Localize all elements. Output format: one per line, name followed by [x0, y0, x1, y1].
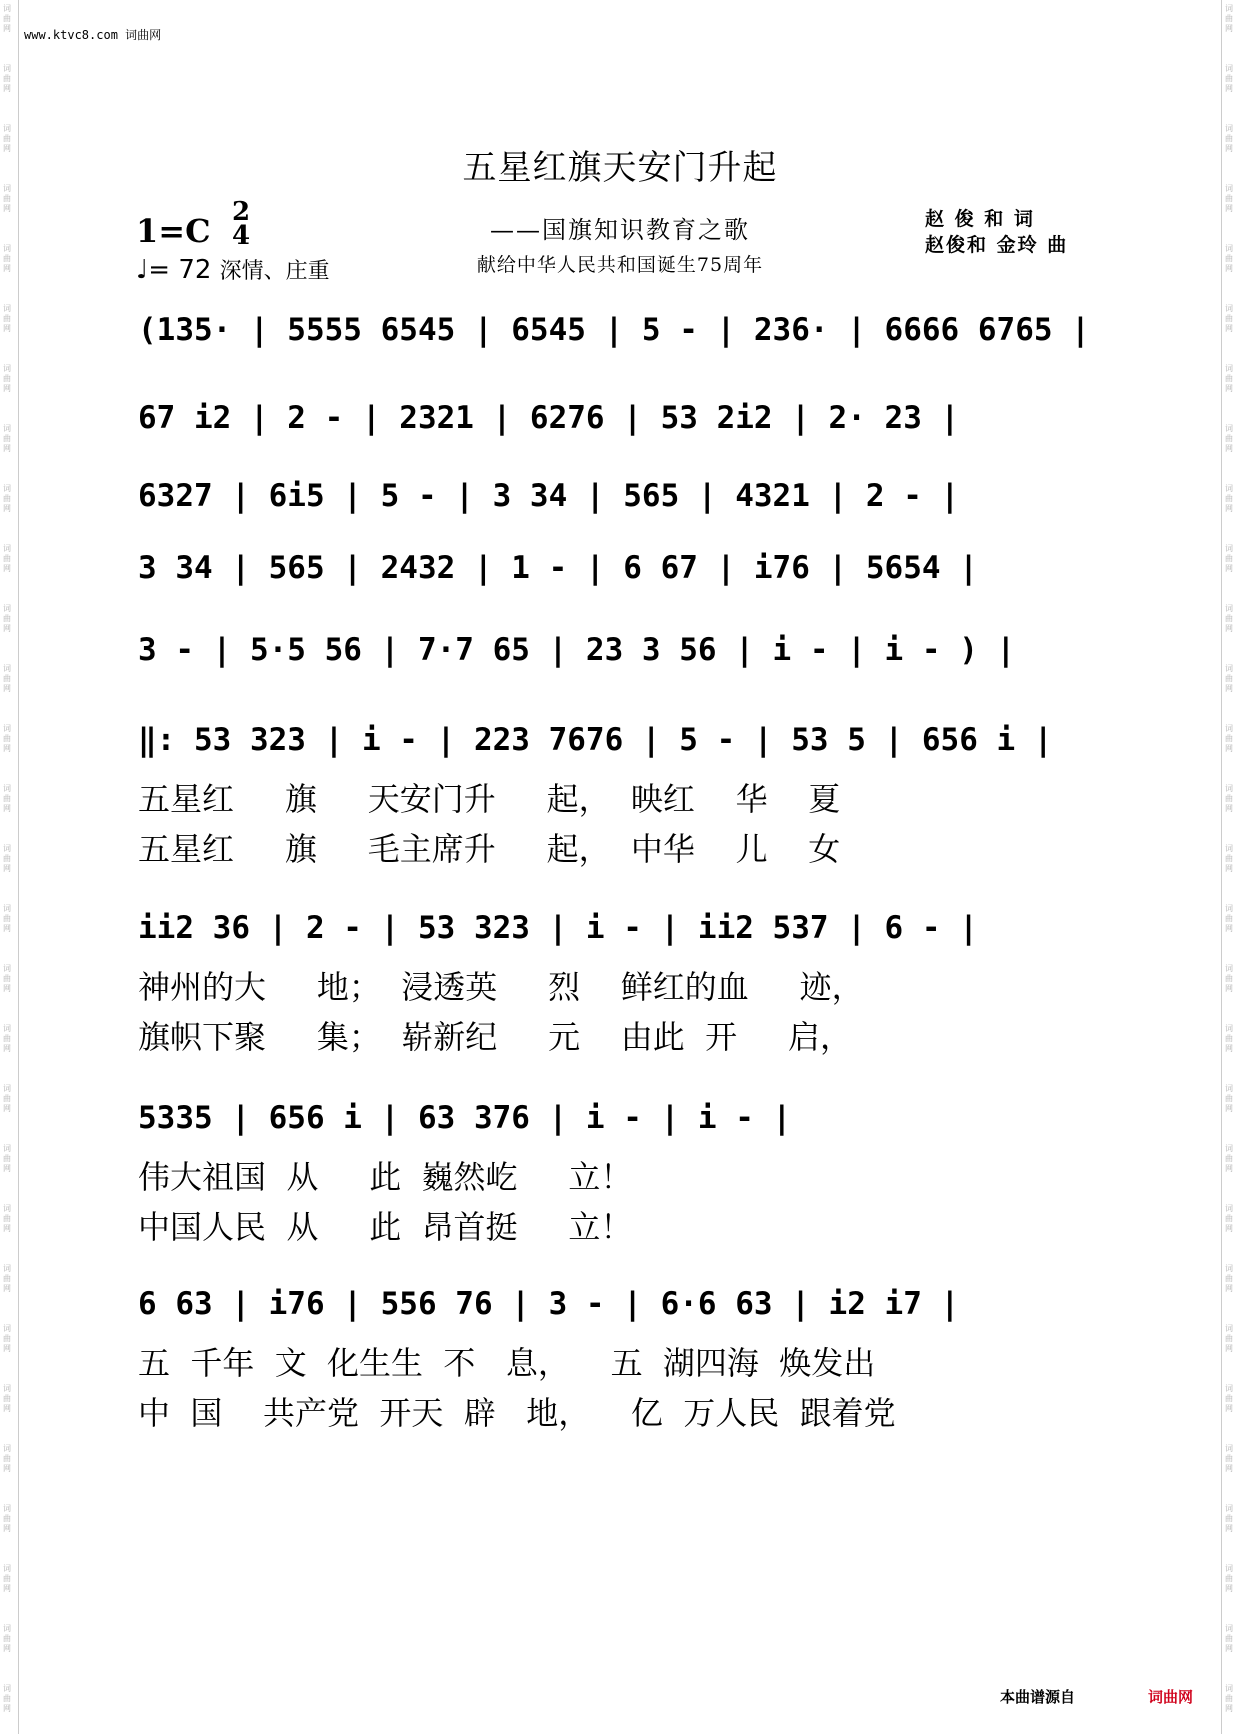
score-line-4: 3 34 | 565 | 2432 | 1 - | 6 67 | i76 | 5654 | — [138, 550, 978, 586]
margin-watermark: 词 曲 网 — [1225, 1684, 1233, 1713]
margin-watermark: 词 曲 网 — [3, 1324, 11, 1353]
margin-watermark: 词 曲 网 — [3, 64, 11, 93]
lyric-line-2-verse-2: 旗帜下聚 集； 崭新纪 元 由此 开 启， — [138, 1018, 852, 1056]
margin-watermark: 词 曲 网 — [3, 1024, 11, 1053]
margin-watermark: 词 曲 网 — [1225, 1444, 1233, 1473]
footer-brand-link[interactable]: 词曲网 — [1148, 1688, 1194, 1706]
margin-watermark: 词 曲 网 — [1225, 1264, 1233, 1293]
margin-watermark: 词 曲 网 — [1225, 1384, 1233, 1413]
score-line-5: 3 - | 5·5 56 | 7·7 65 | 23 3 56 | i - | i - ) | — [138, 632, 1016, 668]
score-line-3: 6327 | 6i5 | 5 - | 3 34 | 565 | 4321 | 2 - | — [138, 478, 960, 514]
margin-watermark: 词 曲 网 — [1225, 664, 1233, 693]
tempo-value: ♩= 72 — [136, 255, 212, 285]
key-signature: 1=C — [136, 212, 211, 250]
meter-top: 2 — [232, 197, 251, 227]
margin-watermark: 词 曲 网 — [1225, 424, 1233, 453]
composer-credit: 赵俊和 金玲 曲 — [925, 234, 1069, 256]
margin-watermark: 词 曲 网 — [1225, 544, 1233, 573]
margin-watermark: 词 曲 网 — [3, 544, 11, 573]
footer-source-label: 本曲谱源自 — [1000, 1688, 1076, 1706]
margin-watermark: 词 曲 网 — [1225, 1204, 1233, 1233]
margin-watermark: 词 曲 网 — [3, 604, 11, 633]
expression-marking: 深情、庄重 — [219, 259, 330, 284]
margin-watermark: 词 曲 网 — [3, 1144, 11, 1173]
margin-watermark: 词 曲 网 — [1225, 1624, 1233, 1653]
margin-watermark: 词 曲 网 — [3, 184, 11, 213]
score-line-1: (135· | 5555 6545 | 6545 | 5 - | 236· | 6666 6765 | — [138, 312, 1090, 348]
margin-watermark: 词 曲 网 — [1225, 604, 1233, 633]
margin-watermark: 词 曲 网 — [3, 124, 11, 153]
margin-watermark: 词 曲 网 — [1225, 1564, 1233, 1593]
margin-watermark: 词 曲 网 — [3, 424, 11, 453]
lyric-line-3-verse-1: 伟大祖国 从 此 巍然屹 立！ — [138, 1158, 633, 1196]
margin-watermark: 词 曲 网 — [1225, 4, 1233, 33]
margin-watermark: 词 曲 网 — [3, 1564, 11, 1593]
margin-watermark: 词 曲 网 — [3, 1204, 11, 1233]
margin-watermark: 词 曲 网 — [1225, 364, 1233, 393]
lyric-line-4-verse-2: 中 国 共产党 开天 辟 地， 亿 万人民 跟着党 — [138, 1394, 896, 1432]
margin-watermark: 词 曲 网 — [1225, 64, 1233, 93]
margin-watermark: 词 曲 网 — [1225, 1324, 1233, 1353]
margin-watermark: 词 曲 网 — [3, 664, 11, 693]
score-line-9: 6 63 | i76 | 556 76 | 3 - | 6·6 63 | i2 i7 | — [138, 1286, 960, 1322]
margin-watermark: 词 曲 网 — [1225, 1504, 1233, 1533]
margin-watermark: 词 曲 网 — [1225, 124, 1233, 153]
margin-watermark: 词 曲 网 — [3, 1084, 11, 1113]
margin-watermark: 词 曲 网 — [3, 1384, 11, 1413]
margin-watermark: 词 曲 网 — [1225, 724, 1233, 753]
score-line-6: ‖: 53 323 | i - | 223 7676 | 5 - | 53 5 | 656 i | — [138, 722, 1053, 758]
margin-watermark: 词 曲 网 — [1225, 904, 1233, 933]
lyric-line-3-verse-2: 中国人民 从 此 昂首挺 立！ — [138, 1208, 633, 1246]
margin-watermark: 词 曲 网 — [3, 904, 11, 933]
margin-watermark: 词 曲 网 — [1225, 844, 1233, 873]
score-line-7: ii2 36 | 2 - | 53 323 | i - | ii2 537 | 6 - | — [138, 910, 978, 946]
margin-watermark: 词 曲 网 — [3, 1684, 11, 1713]
margin-watermark: 词 曲 网 — [1225, 184, 1233, 213]
margin-watermark: 词 曲 网 — [1225, 964, 1233, 993]
margin-watermark: 词 曲 网 — [1225, 1144, 1233, 1173]
score-line-8: 5335 | 656 i | 63 376 | i - | i - | — [138, 1100, 792, 1136]
margin-watermark: 词 曲 网 — [3, 1444, 11, 1473]
dedication: 献给中华人民共和国诞生75周年 — [476, 254, 764, 276]
margin-watermark: 词 曲 网 — [1225, 784, 1233, 813]
meter-bottom: 4 — [232, 221, 251, 251]
source-url[interactable]: www.ktvc8.com 词曲网 — [24, 28, 162, 42]
margin-watermark: 词 曲 网 — [3, 484, 11, 513]
lyric-line-1-verse-1: 五星红 旗 天安门升 起， 映红 华 夏 — [138, 780, 841, 818]
song-title: 五星红旗天安门升起 — [462, 148, 778, 188]
margin-watermark: 词 曲 网 — [3, 364, 11, 393]
margin-watermark: 词 曲 网 — [3, 304, 11, 333]
margin-watermark: 词 曲 网 — [3, 1624, 11, 1653]
song-subtitle: ——国旗知识教育之歌 — [490, 216, 750, 244]
margin-watermark: 词 曲 网 — [3, 1504, 11, 1533]
margin-watermark: 词 曲 网 — [1225, 1084, 1233, 1113]
margin-watermark: 词 曲 网 — [3, 784, 11, 813]
margin-watermark: 词 曲 网 — [1225, 304, 1233, 333]
margin-watermark: 词 曲 网 — [1225, 244, 1233, 273]
margin-watermark: 词 曲 网 — [1225, 1024, 1233, 1053]
lyric-line-4-verse-1: 五 千年 文 化生生 不 息， 五 湖四海 焕发出 — [138, 1344, 876, 1382]
margin-watermark: 词 曲 网 — [3, 724, 11, 753]
margin-watermark: 词 曲 网 — [3, 244, 11, 273]
margin-watermark: 词 曲 网 — [3, 1264, 11, 1293]
lyric-line-1-verse-2: 五星红 旗 毛主席升 起， 中华 儿 女 — [138, 830, 841, 868]
lyric-line-2-verse-1: 神州的大 地； 浸透英 烈 鲜红的血 迹， — [138, 968, 864, 1006]
margin-watermark: 词 曲 网 — [3, 4, 11, 33]
margin-watermark: 词 曲 网 — [1225, 484, 1233, 513]
margin-watermark: 词 曲 网 — [3, 844, 11, 873]
score-line-2: 67 i2 | 2 - | 2321 | 6276 | 53 2i2 | 2· 23 | — [138, 400, 960, 436]
lyricist-credit: 赵 俊 和 词 — [925, 208, 1035, 230]
margin-watermark: 词 曲 网 — [3, 964, 11, 993]
